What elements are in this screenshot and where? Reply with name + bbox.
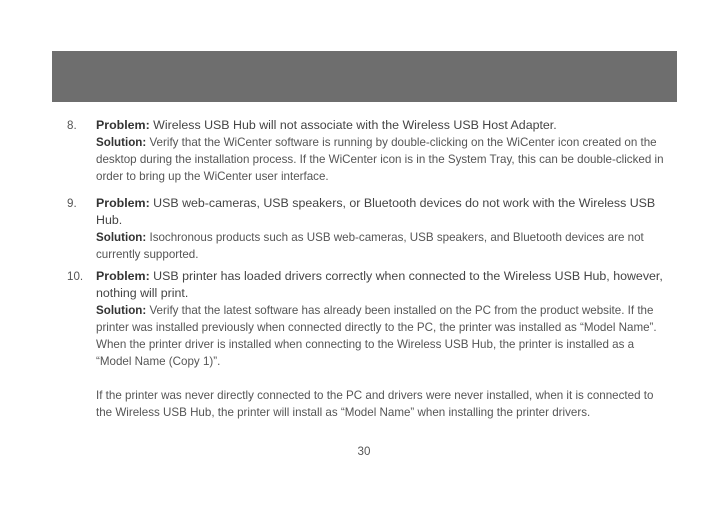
page-number: 30 — [357, 445, 371, 458]
solution-line — [96, 229, 666, 263]
problem-label: Problem: — [96, 269, 150, 283]
item-body — [96, 117, 666, 185]
problem-line — [96, 268, 666, 302]
header-bar — [52, 51, 677, 102]
item-number: 10. — [67, 270, 84, 283]
problem-text: USB web-cameras, USB speakers, or Bluetooth devices do not work with the Wireless USB Hub. — [96, 196, 656, 227]
item-body — [96, 268, 666, 421]
paragraph-gap — [96, 370, 666, 387]
item-number: 8. — [67, 119, 77, 132]
problem-text: Wireless USB Hub will not associate with the Wireless USB Host Adapter. — [153, 118, 557, 132]
item-body — [96, 195, 666, 263]
problem-line — [96, 195, 666, 229]
solution-line — [96, 134, 666, 185]
solution-text: Verify that the WiCenter software is running by double-clicking on the WiCenter icon created on the desktop during the installation process. If the WiCenter icon is in the System Tray, this can be double-clicked in order to bring up the WiCenter user interface. — [96, 136, 664, 183]
problem-line — [96, 117, 666, 134]
item-number: 9. — [67, 197, 77, 210]
problem-label: Problem: — [96, 118, 150, 132]
solution-text: Isochronous products such as USB web-cameras, USB speakers, and Bluetooth devices are not currently supported. — [96, 231, 644, 261]
solution-label: Solution: — [96, 304, 147, 317]
problem-label: Problem: — [96, 196, 150, 210]
problem-text: USB printer has loaded drivers correctly when connected to the Wireless USB Hub, however, nothing will print. — [96, 269, 663, 300]
solution-label: Solution: — [96, 136, 147, 149]
solution-line — [96, 302, 666, 370]
solution-text: Verify that the latest software has already been installed on the PC from the product website. If the printer was installed previously when connected directly to the PC, the printer was installed as “Model Name”. When the printer driver is installed when connecting to the Wireless USB Hub, the printer is installed as a “Model Name (Copy 1)”. — [96, 304, 657, 368]
note-text: If the printer was never directly connected to the PC and drivers were never installed, when it is connected to the Wireless USB Hub, the printer will install as “Model Name” when installing the printer drivers. — [96, 389, 654, 419]
solution-label: Solution: — [96, 231, 147, 244]
